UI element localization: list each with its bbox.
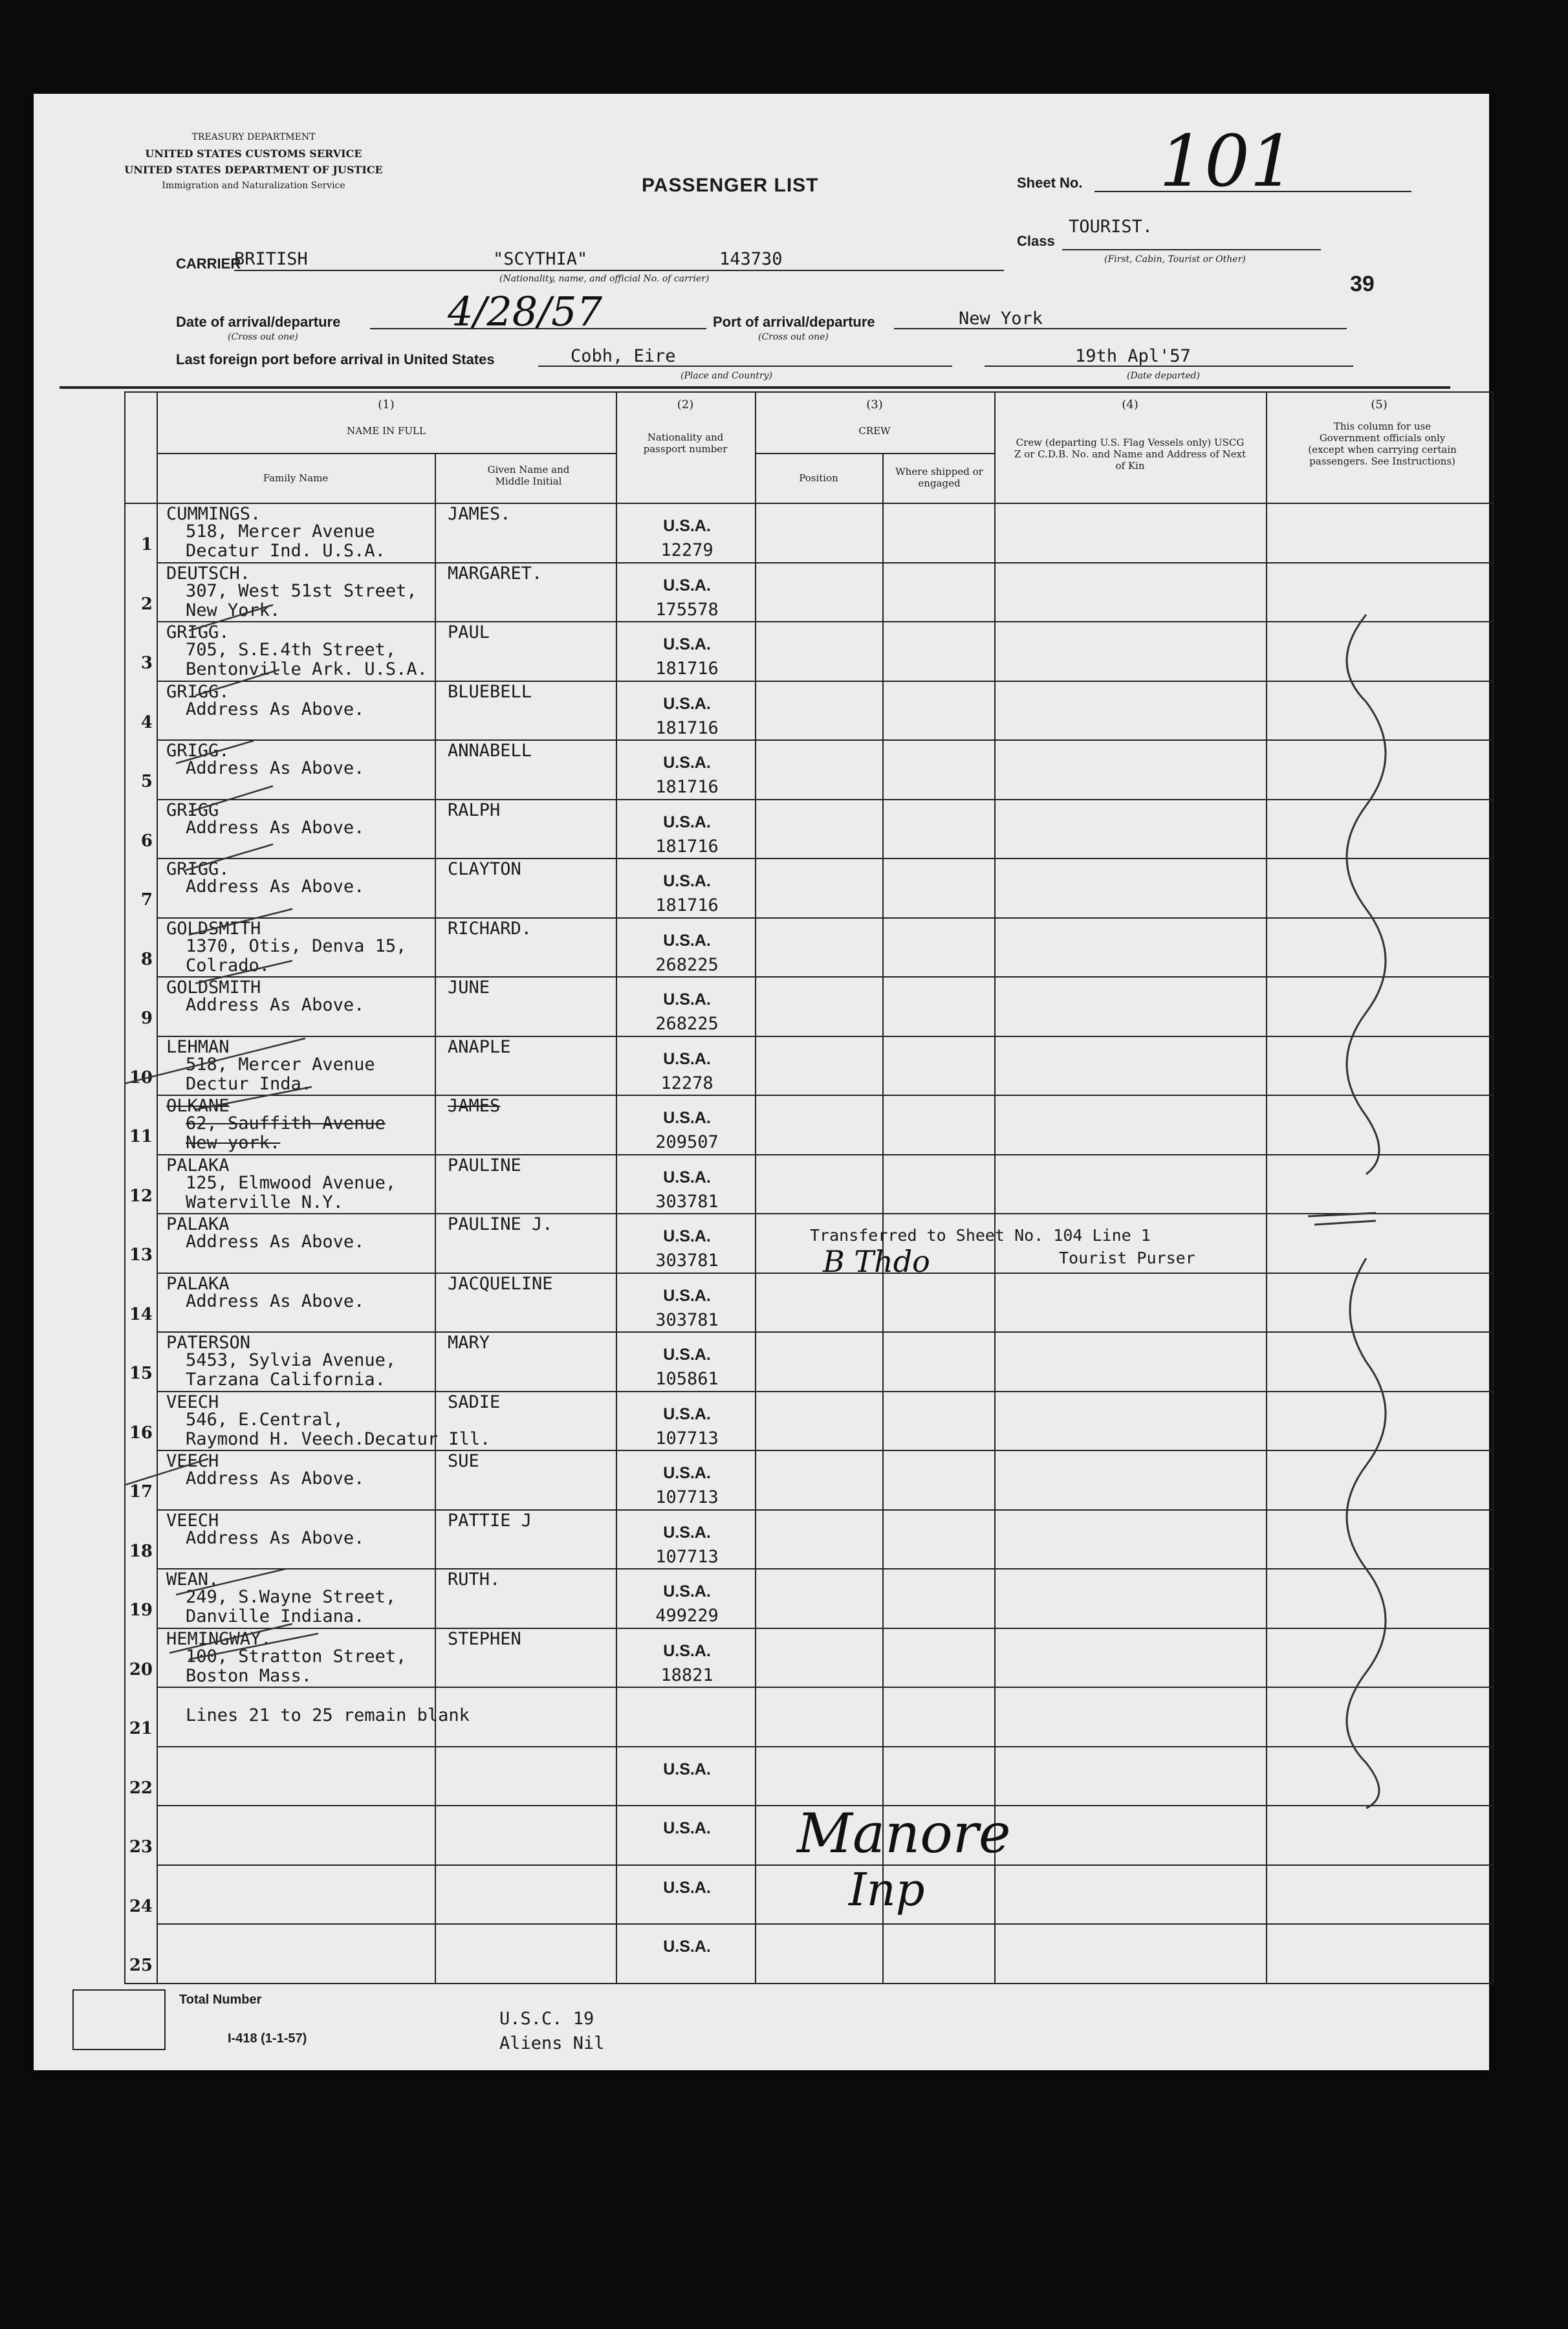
passport-number: 181716	[655, 836, 719, 857]
nationality: U.S.A.	[663, 1523, 711, 1542]
given-name: JUNE	[448, 978, 490, 998]
port-hint: (Cross out one)	[758, 332, 829, 342]
family-name: PALAKA	[166, 1273, 230, 1294]
class-label: Class	[1017, 233, 1055, 249]
line-number: 19	[129, 1601, 153, 1620]
family-name: PALAKA	[166, 1214, 230, 1234]
nationality: U.S.A.	[663, 1878, 711, 1897]
passport-number: 107713	[655, 1487, 719, 1507]
arrival-date: 4/28/57	[448, 288, 603, 335]
address-line: 5453, Sylvia Avenue,	[186, 1350, 397, 1370]
arrival-hint: (Cross out one)	[228, 332, 298, 342]
table-row	[124, 1154, 1492, 1214]
given-name: JAMES.	[448, 504, 511, 524]
col3-number: (3)	[866, 398, 883, 411]
family-name: GRIGG.	[166, 622, 230, 642]
given-name: CLAYTON	[448, 859, 521, 879]
line-number: 18	[129, 1541, 153, 1561]
table-row	[124, 1273, 1492, 1332]
nationality: U.S.A.	[663, 1168, 711, 1186]
foreign-port-label: Last foreign port before arrival in United States	[176, 351, 495, 367]
table-row	[124, 1450, 1492, 1509]
address-line: New york.	[186, 1133, 281, 1153]
address-line: Address As Above.	[186, 1232, 365, 1252]
table-row	[124, 1568, 1492, 1628]
family-name: GOLDSMITH	[166, 978, 261, 998]
table-row	[124, 799, 1492, 858]
carrier-hint: (Nationality, name, and official No. of carrier)	[499, 274, 710, 284]
line-number: 8	[140, 949, 153, 969]
given-name: PAULINE	[448, 1155, 521, 1175]
address-line: Boston Mass.	[186, 1665, 312, 1686]
address	[166, 818, 364, 838]
table-row	[124, 1923, 1492, 1983]
address-line: 518, Mercer Avenue	[186, 1054, 375, 1075]
address-line: Address As Above.	[186, 699, 365, 719]
family-name: GRIGG.	[166, 741, 230, 761]
line-number: 11	[129, 1127, 153, 1146]
page-number: 39	[1350, 272, 1375, 296]
nationality: U.S.A.	[663, 1641, 711, 1660]
address-line: Waterville N.Y.	[186, 1192, 343, 1212]
family-name: GOLDSMITH	[166, 918, 261, 939]
passport-number: 209507	[655, 1132, 719, 1152]
passenger-table	[124, 391, 1492, 1983]
given-name: MARGARET.	[448, 563, 543, 584]
family-name: CUMMINGS.	[166, 504, 261, 524]
line-number: 23	[129, 1837, 153, 1857]
position-header: Position	[799, 472, 838, 484]
family-name: VEECH	[166, 1510, 219, 1531]
col2-number: (2)	[677, 398, 694, 411]
table-row	[124, 1213, 1492, 1273]
given-name: RALPH	[448, 800, 501, 820]
table-row	[124, 1331, 1492, 1391]
family-name: VEECH	[166, 1392, 219, 1412]
nationality: U.S.A.	[663, 931, 711, 950]
nationality: U.S.A.	[663, 576, 711, 595]
crew-header: CREW	[858, 425, 891, 437]
address-line: 518, Mercer Avenue	[186, 521, 375, 541]
line-number: 15	[129, 1364, 153, 1383]
nationality: U.S.A.	[663, 1405, 711, 1423]
aliens-count: Aliens Nil	[499, 2033, 605, 2053]
agency-header	[72, 129, 435, 194]
address-line: Tarzana California.	[186, 1370, 386, 1390]
family-name: PATERSON	[166, 1333, 251, 1353]
passport-number: 18821	[660, 1665, 713, 1685]
address-line: 100, Stratton Street,	[186, 1646, 407, 1667]
passport-number: 175578	[655, 599, 719, 620]
family-name: LEHMAN	[166, 1036, 230, 1057]
transfer-signature: B Thdo	[823, 1244, 930, 1279]
address-line: 62, Sauffith Avenue	[186, 1113, 386, 1133]
address	[166, 1292, 364, 1311]
table-row	[124, 1864, 1492, 1924]
address	[166, 1410, 490, 1449]
nationality: U.S.A.	[663, 813, 711, 831]
table-row	[124, 503, 1492, 562]
date-departed-hint: (Date departed)	[1127, 371, 1200, 381]
address-line: Dectur Inda.	[186, 1073, 312, 1094]
family-name: HEMINGWAY.	[166, 1628, 272, 1649]
nationality: U.S.A.	[663, 1049, 711, 1068]
table-row	[124, 1036, 1492, 1095]
passport-number: 12279	[660, 540, 713, 560]
address	[166, 700, 364, 719]
line-number: 10	[129, 1067, 153, 1088]
address-line: Colrado.	[186, 955, 270, 976]
nationality: U.S.A.	[663, 635, 711, 653]
line-number: 12	[129, 1186, 153, 1206]
given-name: PAULINE J.	[448, 1214, 553, 1234]
passport-number: 12278	[660, 1073, 713, 1093]
purser-signature: Manore	[797, 1802, 1011, 1865]
nationality: U.S.A.	[663, 1464, 711, 1482]
total-number-label: Total Number	[179, 1993, 262, 2007]
address-line: Address As Above.	[186, 1291, 365, 1311]
table-row	[124, 1746, 1492, 1806]
address-line: 125, Elmwood Avenue,	[186, 1172, 397, 1193]
address-line: Address As Above.	[186, 1527, 365, 1548]
nationality: U.S.A.	[663, 872, 711, 890]
purser-initials: Inp	[849, 1863, 925, 1916]
address-line: Danville Indiana.	[186, 1606, 365, 1626]
table-row	[124, 621, 1492, 681]
address	[166, 1055, 375, 1094]
nationality: U.S.A.	[663, 1286, 711, 1305]
agency-line: Immigration and Naturalization Service	[162, 180, 345, 191]
address	[166, 937, 406, 976]
address-line: 307, West 51st Street,	[186, 580, 417, 601]
shipped-header: Where shipped or engaged	[895, 466, 983, 489]
carrier-nationality: BRITISH	[234, 249, 308, 269]
given-name: ANNABELL	[448, 741, 532, 761]
page-title: PASSENGER LIST	[642, 175, 819, 196]
agency-line: UNITED STATES CUSTOMS SERVICE	[145, 148, 362, 160]
total-number-box	[72, 1989, 166, 2050]
passport-number: 303781	[655, 1191, 719, 1212]
address-line: Bentonville Ark. U.S.A.	[186, 659, 428, 679]
given-name: JAMES	[448, 1096, 501, 1116]
sheet-number: 101	[1159, 120, 1295, 202]
class-value: TOURIST.	[1069, 217, 1153, 237]
table-row	[124, 739, 1492, 799]
address-line: Lines 21 to 25 remain blank	[186, 1705, 470, 1725]
carrier-name: "SCYTHIA"	[493, 249, 588, 269]
address	[166, 877, 364, 897]
col5-number: (5)	[1371, 398, 1388, 411]
given-name: SADIE	[448, 1392, 501, 1412]
given-name-header: Given Name and Middle Initial	[487, 464, 570, 487]
passport-number: 107713	[655, 1546, 719, 1567]
address-line: Address As Above.	[186, 817, 365, 838]
address	[166, 640, 428, 679]
foreign-port-value: Cobh, Eire	[571, 346, 676, 366]
line-number: 14	[129, 1304, 153, 1324]
table-row	[124, 976, 1492, 1036]
address	[166, 1174, 396, 1212]
address	[166, 1529, 364, 1548]
address-line: Address As Above.	[186, 995, 365, 1015]
nationality-header: Nationality and passport number	[643, 432, 728, 455]
given-name: MARY	[448, 1333, 490, 1353]
address	[166, 1351, 396, 1390]
address-line: 705, S.E.4th Street,	[186, 640, 397, 660]
address	[166, 522, 386, 561]
nationality: U.S.A.	[663, 1346, 711, 1364]
table-row	[124, 1509, 1492, 1569]
address-line: Raymond H. Veech.Decatur Ill.	[186, 1428, 491, 1449]
line-number: 13	[129, 1245, 153, 1265]
arrival-label: Date of arrival/departure	[176, 314, 341, 330]
address	[166, 996, 364, 1015]
address-line: 546, E.Central,	[186, 1409, 343, 1430]
line-number: 2	[140, 594, 153, 614]
family-name: VEECH	[166, 1451, 219, 1471]
passenger-list-sheet	[34, 94, 1489, 2070]
passport-number: 181716	[655, 717, 719, 738]
address	[166, 1706, 470, 1725]
passport-number: 268225	[655, 1014, 719, 1034]
line-number: 21	[129, 1719, 153, 1738]
sheet-label: Sheet No.	[1017, 175, 1083, 191]
line-number: 9	[140, 1009, 153, 1028]
address	[166, 1588, 396, 1626]
given-name: ANAPLE	[448, 1036, 511, 1057]
table-row	[124, 858, 1492, 917]
line-number: 1	[140, 535, 153, 554]
nationality: U.S.A.	[663, 754, 711, 772]
address	[166, 759, 364, 778]
passport-number: 181716	[655, 659, 719, 679]
officials-header: This column for use Government officials only (except when carrying certain passengers. See Instructions)	[1308, 421, 1457, 467]
passport-number: 181716	[655, 777, 719, 797]
nationality: U.S.A.	[663, 1819, 711, 1837]
given-name: STEPHEN	[448, 1628, 521, 1649]
family-name: WEAN.	[166, 1569, 219, 1590]
nationality: U.S.A.	[663, 1109, 711, 1127]
address-line: Decatur Ind. U.S.A.	[186, 541, 386, 561]
port-value: New York	[959, 309, 1043, 329]
foreign-port-hint: (Place and Country)	[681, 371, 772, 381]
nationality: U.S.A.	[663, 517, 711, 535]
passport-number: 303781	[655, 1251, 719, 1271]
address	[166, 1232, 364, 1252]
col1-number: (1)	[378, 398, 395, 411]
family-name-header: Family Name	[263, 472, 329, 484]
line-number: 7	[140, 890, 153, 910]
table-row	[124, 917, 1492, 977]
passport-number: 105861	[655, 1369, 719, 1389]
address	[166, 582, 417, 620]
address-line: Address As Above.	[186, 758, 365, 778]
passport-number: 499229	[655, 1606, 719, 1626]
given-name: RICHARD.	[448, 918, 532, 939]
table-row	[124, 1687, 1492, 1746]
col1-title: NAME IN FULL	[347, 425, 426, 437]
purser-note: Tourist Purser	[1059, 1249, 1195, 1267]
line-number: 16	[129, 1423, 153, 1443]
address	[166, 1647, 406, 1686]
passport-number: 181716	[655, 895, 719, 915]
table-row	[124, 1095, 1492, 1154]
address-line: Address As Above.	[186, 1469, 365, 1489]
transfer-note: Transferred to Sheet No. 104 Line 1	[810, 1226, 1151, 1245]
agency-line: TREASURY DEPARTMENT	[191, 132, 316, 142]
passport-number: 303781	[655, 1309, 719, 1330]
table-row	[124, 562, 1492, 622]
nationality: U.S.A.	[663, 1227, 711, 1245]
given-name: PATTIE J	[448, 1510, 532, 1531]
given-name: BLUEBELL	[448, 681, 532, 702]
line-number: 20	[129, 1659, 153, 1679]
given-name: PAUL	[448, 622, 490, 642]
carrier-number: 143730	[719, 249, 783, 269]
date-departed: 19th Apl'57	[1075, 346, 1191, 366]
address-line: 249, S.Wayne Street,	[186, 1587, 397, 1607]
family-name: OLKANE	[166, 1096, 230, 1116]
line-number: 22	[129, 1778, 153, 1798]
nationality: U.S.A.	[663, 1760, 711, 1778]
nationality: U.S.A.	[663, 990, 711, 1009]
given-name: JACQUELINE	[448, 1273, 553, 1294]
table-row	[124, 1628, 1492, 1687]
line-number: 5	[140, 772, 153, 791]
passport-number: 268225	[655, 954, 719, 975]
form-code: I-418 (1-1-57)	[228, 2031, 307, 2046]
family-name: GRIGG	[166, 800, 219, 820]
col4-number: (4)	[1122, 398, 1138, 411]
agency-line: UNITED STATES DEPARTMENT OF JUSTICE	[124, 164, 383, 176]
given-name: SUE	[448, 1451, 479, 1471]
line-number: 17	[129, 1482, 153, 1502]
family-name: GRIGG.	[166, 859, 230, 879]
address-line: 1370, Otis, Denva 15,	[186, 935, 407, 956]
nationality: U.S.A.	[663, 1582, 711, 1601]
crew-flag-header: Crew (departing U.S. Flag Vessels only) USCG Z or C.D.B. No. and Name and Address of Next of Kin	[1014, 437, 1247, 472]
line-number: 4	[140, 712, 153, 732]
class-hint: (First, Cabin, Tourist or Other)	[1104, 254, 1246, 265]
nationality: U.S.A.	[663, 694, 711, 713]
line-number: 25	[129, 1956, 153, 1975]
line-number: 3	[140, 653, 153, 673]
passport-number: 107713	[655, 1428, 719, 1449]
given-name: RUTH.	[448, 1569, 501, 1590]
carrier-label: CARRIER	[176, 256, 241, 272]
family-name: DEUTSCH.	[166, 563, 251, 584]
address	[166, 1469, 364, 1489]
usc-count: U.S.C. 19	[499, 2009, 594, 2029]
address-line: New York.	[186, 600, 281, 620]
table-row	[124, 1391, 1492, 1450]
line-number: 6	[140, 831, 153, 851]
port-label: Port of arrival/departure	[713, 314, 875, 330]
table-row	[124, 681, 1492, 740]
address	[166, 1114, 386, 1153]
family-name: PALAKA	[166, 1155, 230, 1175]
address-line: Address As Above.	[186, 877, 365, 897]
line-number: 24	[129, 1896, 153, 1916]
nationality: U.S.A.	[663, 1938, 711, 1956]
family-name: GRIGG.	[166, 681, 230, 702]
